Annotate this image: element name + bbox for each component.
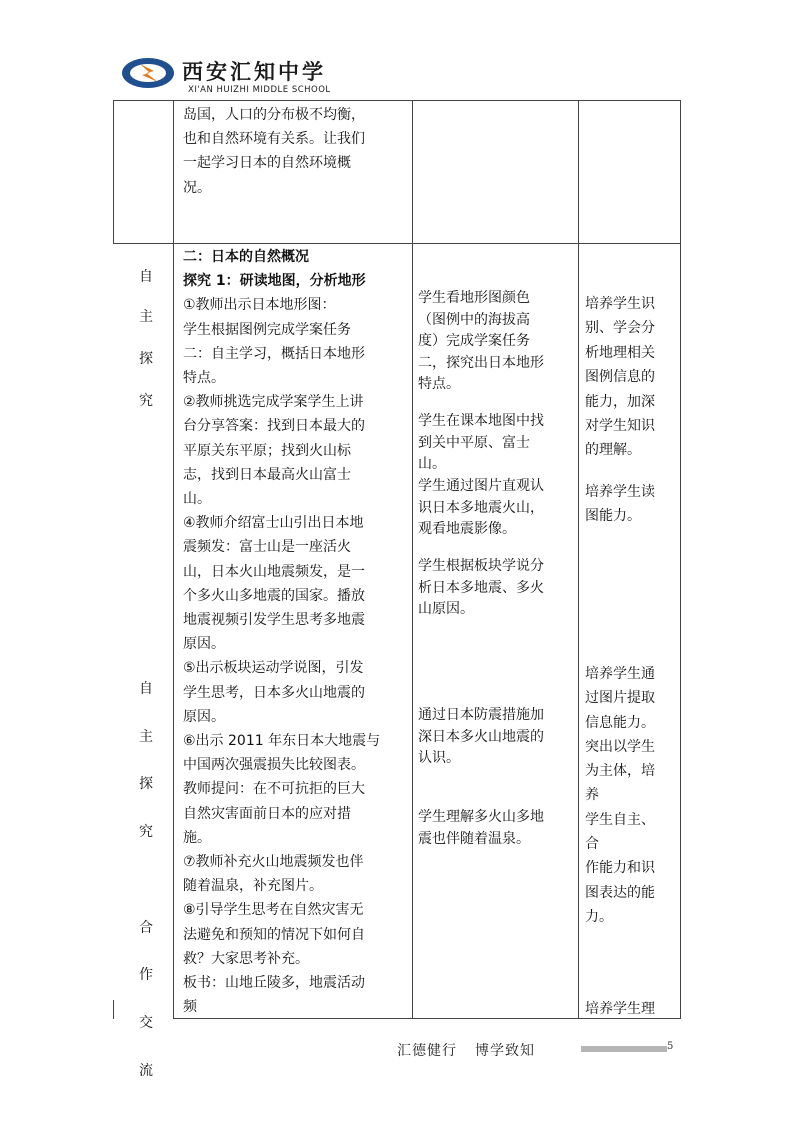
motto-left: 汇德健行 xyxy=(397,1043,457,1059)
text-line: 学生看地形图颜色 xyxy=(418,290,530,306)
text-line: 学生思考，日本多火山地震的 xyxy=(183,684,365,701)
label-char: 探 xyxy=(139,351,153,367)
text-line: 施。 xyxy=(183,829,211,846)
text-line: ①教师出示日本地形图： xyxy=(183,297,336,314)
table-right-border xyxy=(680,100,681,1019)
school-name-english: XI'AN HUIZHI MIDDLE SCHOOL xyxy=(188,85,331,95)
label-char: 合 xyxy=(139,920,153,936)
text-line: 图能力。 xyxy=(585,508,641,525)
section-title: 二：日本的自然概况 xyxy=(183,249,309,265)
text-line: 学生根据图例完成学案任务 xyxy=(183,321,351,338)
row-divider xyxy=(113,243,681,244)
text-line: 过图片提取 xyxy=(585,690,655,707)
intro-text xyxy=(183,103,413,200)
text-line: ②教师挑选完成学案学生上讲 xyxy=(183,394,364,411)
text-line: 一起学习日本的自然环境概 xyxy=(183,155,351,172)
student-activity-1 xyxy=(418,288,580,396)
text-line: 志，找到日本最高火山富士 xyxy=(183,466,351,483)
design-intent-1 xyxy=(585,292,677,463)
text-line: 平原关东平原；找到火山标 xyxy=(183,442,351,459)
text-line: 特点。 xyxy=(418,376,460,392)
text-line: 培养学生通 xyxy=(585,666,655,682)
student-activity-4 xyxy=(418,556,580,621)
text-line: ④教师介绍富士山引出日本地 xyxy=(183,515,364,532)
text-line: 也和自然环境有关系。让我们 xyxy=(183,131,365,148)
text-line: 救？大家思考补充。 xyxy=(183,950,309,967)
text-line: 况。 xyxy=(183,179,211,196)
text-line: 中国两次强震损失比较图表。 xyxy=(183,757,365,774)
text-line: 图例信息的 xyxy=(585,369,655,386)
school-logo xyxy=(120,52,360,102)
text-line: 地震视频引发学生思考多地震 xyxy=(183,612,365,629)
text-line: 二：自主学习，概括日本地形 xyxy=(183,345,365,362)
student-activity-5 xyxy=(418,705,580,770)
label-char: 究 xyxy=(139,393,153,409)
text-line: 认识。 xyxy=(418,750,460,766)
text-line: ⑤出示板块运动学说图，引发 xyxy=(183,660,364,677)
text-line: 学生理解多火山多地 xyxy=(418,809,544,825)
teacher-activity xyxy=(183,245,413,1020)
text-line: 突出以学生 xyxy=(585,738,655,755)
text-line: 别、学会分 xyxy=(585,320,655,337)
text-line: 力。 xyxy=(585,908,613,925)
table-left-border-bottom xyxy=(113,1000,114,1019)
text-line: 山。 xyxy=(183,491,211,508)
text-line: （图例中的海拔高 xyxy=(418,311,530,328)
text-line: 震也伴随着温泉。 xyxy=(418,830,530,847)
label-char: 自 xyxy=(139,681,153,697)
design-intent-3 xyxy=(585,662,677,929)
text-line: 随着温泉，补充图片。 xyxy=(183,878,323,895)
text-line: 原因。 xyxy=(183,636,225,653)
design-intent-4 xyxy=(585,997,677,1021)
text-line: 养 xyxy=(585,787,599,804)
text-line: 特点。 xyxy=(183,370,225,387)
text-line: 深日本多火山地震的 xyxy=(418,728,544,745)
student-activity-2 xyxy=(418,411,580,476)
text-line: 学生根据板块学说分 xyxy=(418,558,544,574)
design-intent-2 xyxy=(585,480,677,529)
text-line: 通过日本防震措施加 xyxy=(418,707,544,723)
text-line: 观看地震影像。 xyxy=(418,521,516,537)
text-line: 山。 xyxy=(418,456,446,472)
text-line: ⑥出示 2011 年东日本大地震与 xyxy=(183,733,381,750)
text-line: 震频发：富士山是一座活火 xyxy=(183,539,351,556)
column-divider-1 xyxy=(173,100,174,1019)
text-line: 对学生知识 xyxy=(585,418,655,435)
label-char: 自 xyxy=(139,269,153,285)
text-line: 频 xyxy=(183,999,197,1016)
student-activity-6 xyxy=(418,807,580,850)
table-top-border xyxy=(113,100,681,101)
page-number: 5 xyxy=(667,1041,674,1052)
text-line: 山原因。 xyxy=(418,601,474,617)
label-char: 主 xyxy=(139,729,153,745)
text-line: 学生通过图片直观认 xyxy=(418,478,544,494)
text-line: 为主体，培 xyxy=(585,763,655,780)
text-line: 二，探究出日本地形 xyxy=(418,354,544,371)
text-line: 山，日本火山地震频发，是一 xyxy=(183,563,365,580)
text-line: 培养学生理 xyxy=(585,1001,655,1017)
text-line: 学生自主、 xyxy=(585,811,655,828)
text-line: 学生在课本地图中找 xyxy=(418,413,544,429)
student-activity-3 xyxy=(418,476,580,541)
text-line: 培养学生读 xyxy=(585,484,655,500)
text-line: 个多火山多地震的国家。播放 xyxy=(183,587,365,604)
text-line: 合 xyxy=(585,836,599,853)
label-char: 交 xyxy=(139,1015,153,1031)
section-subtitle: 探究 1：研读地图，分析地形 xyxy=(183,273,366,290)
text-line: 法避免和预知的情况下如何自 xyxy=(183,926,365,943)
label-char: 究 xyxy=(139,824,153,840)
text-line: 教师提问：在不可抗拒的巨大 xyxy=(183,781,365,798)
label-char: 作 xyxy=(139,967,153,983)
school-emblem-icon xyxy=(120,56,176,90)
text-line: 自然灾害面前日本的应对措 xyxy=(183,805,351,822)
table-left-border-top xyxy=(113,100,114,244)
text-line: 识日本多地震火山， xyxy=(418,499,544,516)
text-line: 培养学生识 xyxy=(585,296,655,312)
text-line: 到关中平原、富士 xyxy=(418,434,530,451)
text-line: 作能力和识 xyxy=(585,860,655,877)
text-line: 析地理相关 xyxy=(585,344,655,361)
footer-bar xyxy=(581,1046,667,1052)
text-line: ⑧引导学生思考在自然灾害无 xyxy=(183,902,364,919)
motto-right: 博学致知 xyxy=(475,1043,535,1059)
label-char: 探 xyxy=(139,776,153,792)
text-line: 能力，加深 xyxy=(585,393,655,410)
text-line: ⑦教师补充火山地震频发也伴 xyxy=(183,854,364,871)
text-line: 板书：山地丘陵多，地震活动 xyxy=(183,975,365,992)
school-name-chinese: 西安汇知中学 xyxy=(182,60,326,84)
text-line: 信息能力。 xyxy=(585,714,655,731)
text-line: 析日本多地震、多火 xyxy=(418,579,544,596)
footer-motto xyxy=(397,1040,535,1060)
text-line: 原因。 xyxy=(183,708,225,725)
label-char: 流 xyxy=(139,1063,153,1079)
text-line: 的理解。 xyxy=(585,442,641,459)
text-line: 图表达的能 xyxy=(585,884,655,901)
text-line: 台分享答案：找到日本最大的 xyxy=(183,418,365,435)
label-char: 主 xyxy=(139,309,153,325)
text-line: 岛国，人口的分布极不均衡， xyxy=(183,107,365,123)
text-line: 度）完成学案任务 xyxy=(418,333,530,349)
